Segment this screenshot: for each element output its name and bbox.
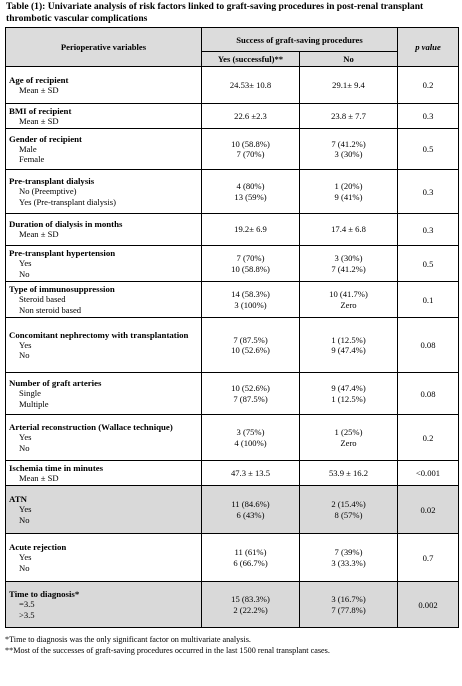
yes-value: 2 (22.2%)	[233, 604, 268, 615]
no-cell	[300, 170, 398, 214]
table-row	[6, 373, 459, 415]
yes-cell	[202, 104, 300, 129]
variable-subcategory: =3.5	[19, 599, 35, 609]
variable-subcategory: Mean ± SD	[19, 84, 59, 95]
no-value: 2 (15.4%)	[331, 499, 366, 509]
variable-subcategory: Single	[19, 388, 41, 398]
no-value: 53.9 ± 16.2	[328, 467, 369, 478]
yes-value: 47.3 ± 13.5	[230, 467, 271, 478]
yes-value: 22.6 ±2.3	[234, 110, 267, 121]
no-cell	[300, 373, 398, 415]
table-row	[6, 282, 459, 318]
p-value-cell: 0.3	[398, 104, 459, 129]
variable-name: Time to diagnosis*	[9, 589, 80, 599]
table-row	[6, 214, 459, 246]
no-value: 1 (12.5%)	[331, 334, 366, 345]
variable-cell	[6, 534, 202, 582]
p-value-cell: 0.02	[398, 486, 459, 534]
variable-cell	[6, 486, 202, 534]
variable-cell	[6, 129, 202, 170]
variable-cell	[6, 282, 202, 318]
variable-subcategory: Female	[19, 154, 45, 164]
table-row	[6, 582, 459, 628]
yes-cell	[202, 461, 300, 486]
footnote-2: **Most of the successes of graft-saving procedures occurred in the last 1500 renal transplant cases.	[5, 646, 330, 655]
yes-value: 4 (80%)	[236, 181, 265, 191]
no-value: 10 (41.7%)	[329, 289, 368, 299]
p-value-cell: 0.1	[398, 282, 459, 318]
variable-subcategory: No (Preemptive)	[19, 186, 77, 196]
yes-value: 24.53± 10.8	[229, 79, 272, 90]
table-row	[6, 67, 459, 104]
variable-subcategory: >3.5	[19, 609, 35, 620]
yes-value: 7 (70%)	[236, 253, 265, 263]
no-value: 9 (47.4%)	[331, 383, 366, 393]
variable-name: Age of recipient	[9, 74, 69, 85]
variable-subcategory: No	[19, 268, 30, 279]
variable-cell	[6, 67, 202, 104]
no-value: 1 (12.5%)	[331, 393, 366, 404]
yes-cell	[202, 582, 300, 628]
yes-cell	[202, 282, 300, 318]
yes-value: 11 (61%)	[234, 547, 267, 557]
variable-name: BMI of recipient	[9, 105, 72, 116]
no-value: 9 (47.4%)	[331, 345, 366, 355]
variable-cell	[6, 170, 202, 214]
p-value-cell: 0.7	[398, 534, 459, 582]
yes-cell	[202, 246, 300, 282]
variable-subcategory: No	[19, 514, 30, 525]
p-value-cell: 0.3	[398, 214, 459, 246]
no-value: 1 (20%)	[334, 181, 363, 191]
header-p-value: p value	[398, 28, 459, 67]
no-value: 1 (25%)	[334, 427, 363, 437]
variable-name: Ischemia time in minutes	[9, 462, 104, 473]
table-row	[6, 170, 459, 214]
no-value: 3 (30%)	[334, 149, 363, 159]
yes-value: 19.2± 6.9	[234, 224, 267, 235]
variable-subcategory: No	[19, 350, 30, 360]
p-value-cell: 0.2	[398, 415, 459, 461]
no-cell	[300, 214, 398, 246]
table-caption: Table (1): Univariate analysis of risk factors linked to graft-saving procedures in post-renal transplant thrombotic vascular complications	[6, 1, 424, 24]
p-value-cell: <0.001	[398, 461, 459, 486]
table-row	[6, 461, 459, 486]
yes-value: 7 (87.5%)	[233, 393, 268, 404]
no-cell	[300, 129, 398, 170]
variable-cell	[6, 373, 202, 415]
yes-value: 6 (43%)	[236, 509, 265, 520]
table-body	[6, 67, 459, 628]
variable-subcategory: No	[19, 562, 30, 573]
variable-subcategory: Non steroid based	[19, 304, 82, 315]
header-success: Success of graft-saving procedures	[202, 28, 398, 52]
yes-value: 14 (58.3%)	[231, 289, 270, 299]
yes-value: 7 (70%)	[236, 149, 265, 159]
no-value: 3 (16.7%)	[331, 594, 366, 604]
yes-cell	[202, 67, 300, 104]
risk-factor-table	[5, 27, 459, 628]
p-value-cell: 0.08	[398, 318, 459, 373]
variable-cell	[6, 582, 202, 628]
variable-name: Type of immunosuppression	[9, 284, 115, 294]
no-cell	[300, 582, 398, 628]
variable-subcategory: Yes	[19, 258, 32, 268]
no-cell	[300, 318, 398, 373]
yes-value: 3 (100%)	[234, 299, 267, 310]
p-value-cell: 0.08	[398, 373, 459, 415]
p-value-cell: 0.5	[398, 246, 459, 282]
variable-name: Gender of recipient	[9, 133, 82, 144]
no-value: 17.4 ± 6.8	[331, 224, 366, 235]
variable-subcategory: Mean ± SD	[19, 115, 59, 126]
no-value: 7 (77.8%)	[331, 604, 366, 615]
yes-value: 10 (52.6%)	[231, 383, 270, 393]
variable-cell	[6, 318, 202, 373]
variable-subcategory: Yes	[19, 504, 32, 514]
no-value: Zero	[340, 299, 357, 310]
variable-cell	[6, 461, 202, 486]
variable-subcategory: Yes	[19, 552, 32, 562]
table-row	[6, 129, 459, 170]
variable-name: Duration of dialysis in months	[9, 219, 123, 230]
table-row	[6, 486, 459, 534]
variable-name: Pre-transplant dialysis	[9, 176, 95, 186]
header-no: No	[300, 52, 398, 67]
yes-value: 11 (84.6%)	[231, 499, 270, 509]
p-value-cell: 0.5	[398, 129, 459, 170]
yes-value: 10 (58.8%)	[231, 263, 270, 274]
table-row	[6, 246, 459, 282]
yes-value: 4 (100%)	[234, 437, 267, 448]
no-cell	[300, 486, 398, 534]
no-value: 7 (41.2%)	[331, 263, 366, 274]
footnote-1: *Time to diagnosis was the only significant factor on multivariate analysis.	[5, 635, 251, 644]
header-variables: Perioperative variables	[6, 28, 202, 67]
no-value: 23.8 ± 7.7	[331, 110, 366, 121]
variable-subcategory: Yes (Pre-transplant dialysis)	[19, 196, 116, 207]
variable-cell	[6, 104, 202, 129]
yes-cell	[202, 318, 300, 373]
no-value: Zero	[340, 437, 357, 448]
no-cell	[300, 415, 398, 461]
yes-value: 13 (59%)	[234, 191, 267, 202]
yes-value: 10 (58.8%)	[231, 138, 270, 149]
variable-cell	[6, 415, 202, 461]
yes-value: 10 (52.6%)	[231, 345, 270, 355]
table-row	[6, 104, 459, 129]
no-value: 29.1± 9.4	[332, 79, 365, 90]
variable-subcategory: No	[19, 442, 30, 453]
yes-cell	[202, 486, 300, 534]
no-cell	[300, 534, 398, 582]
variable-subcategory: Steroid based	[19, 294, 66, 304]
header-yes: Yes (successful)**	[202, 52, 300, 67]
no-cell	[300, 104, 398, 129]
variable-name: ATN	[9, 494, 27, 504]
yes-value: 3 (75%)	[236, 427, 265, 437]
yes-value: 6 (66.7%)	[233, 557, 268, 568]
variable-subcategory: Mean ± SD	[19, 472, 59, 483]
table-row	[6, 318, 459, 373]
no-value: 9 (41%)	[334, 191, 363, 202]
no-cell	[300, 67, 398, 104]
table-row	[6, 415, 459, 461]
variable-name: Pre-transplant hypertension	[9, 248, 116, 258]
variable-subcategory: Male	[19, 143, 37, 154]
no-value: 8 (57%)	[334, 509, 363, 520]
no-value: 3 (30%)	[334, 253, 363, 263]
no-cell	[300, 246, 398, 282]
no-value: 7 (41.2%)	[331, 138, 366, 149]
no-value: 7 (39%)	[334, 547, 363, 557]
yes-cell	[202, 534, 300, 582]
variable-subcategory: Multiple	[19, 398, 49, 409]
variable-subcategory: Mean ± SD	[19, 229, 59, 240]
no-value: 3 (33.3%)	[331, 557, 366, 568]
p-value-cell: 0.002	[398, 582, 459, 628]
yes-value: 7 (87.5%)	[233, 334, 268, 345]
variable-name: Acute rejection	[9, 542, 67, 552]
variable-name: Number of graft arteries	[9, 378, 102, 388]
variable-name: Concomitant nephrectomy with transplantation	[9, 329, 189, 340]
variable-subcategory: Yes	[19, 432, 32, 442]
p-value-cell: 0.3	[398, 170, 459, 214]
no-cell	[300, 461, 398, 486]
no-cell	[300, 282, 398, 318]
table-row	[6, 534, 459, 582]
yes-cell	[202, 214, 300, 246]
variable-subcategory: Yes	[19, 339, 32, 350]
variable-name: Arterial reconstruction (Wallace technique)	[9, 422, 173, 432]
yes-cell	[202, 415, 300, 461]
yes-cell	[202, 170, 300, 214]
variable-cell	[6, 246, 202, 282]
yes-cell	[202, 129, 300, 170]
p-value-cell: 0.2	[398, 67, 459, 104]
variable-cell	[6, 214, 202, 246]
yes-value: 15 (83.3%)	[231, 594, 270, 604]
yes-cell	[202, 373, 300, 415]
